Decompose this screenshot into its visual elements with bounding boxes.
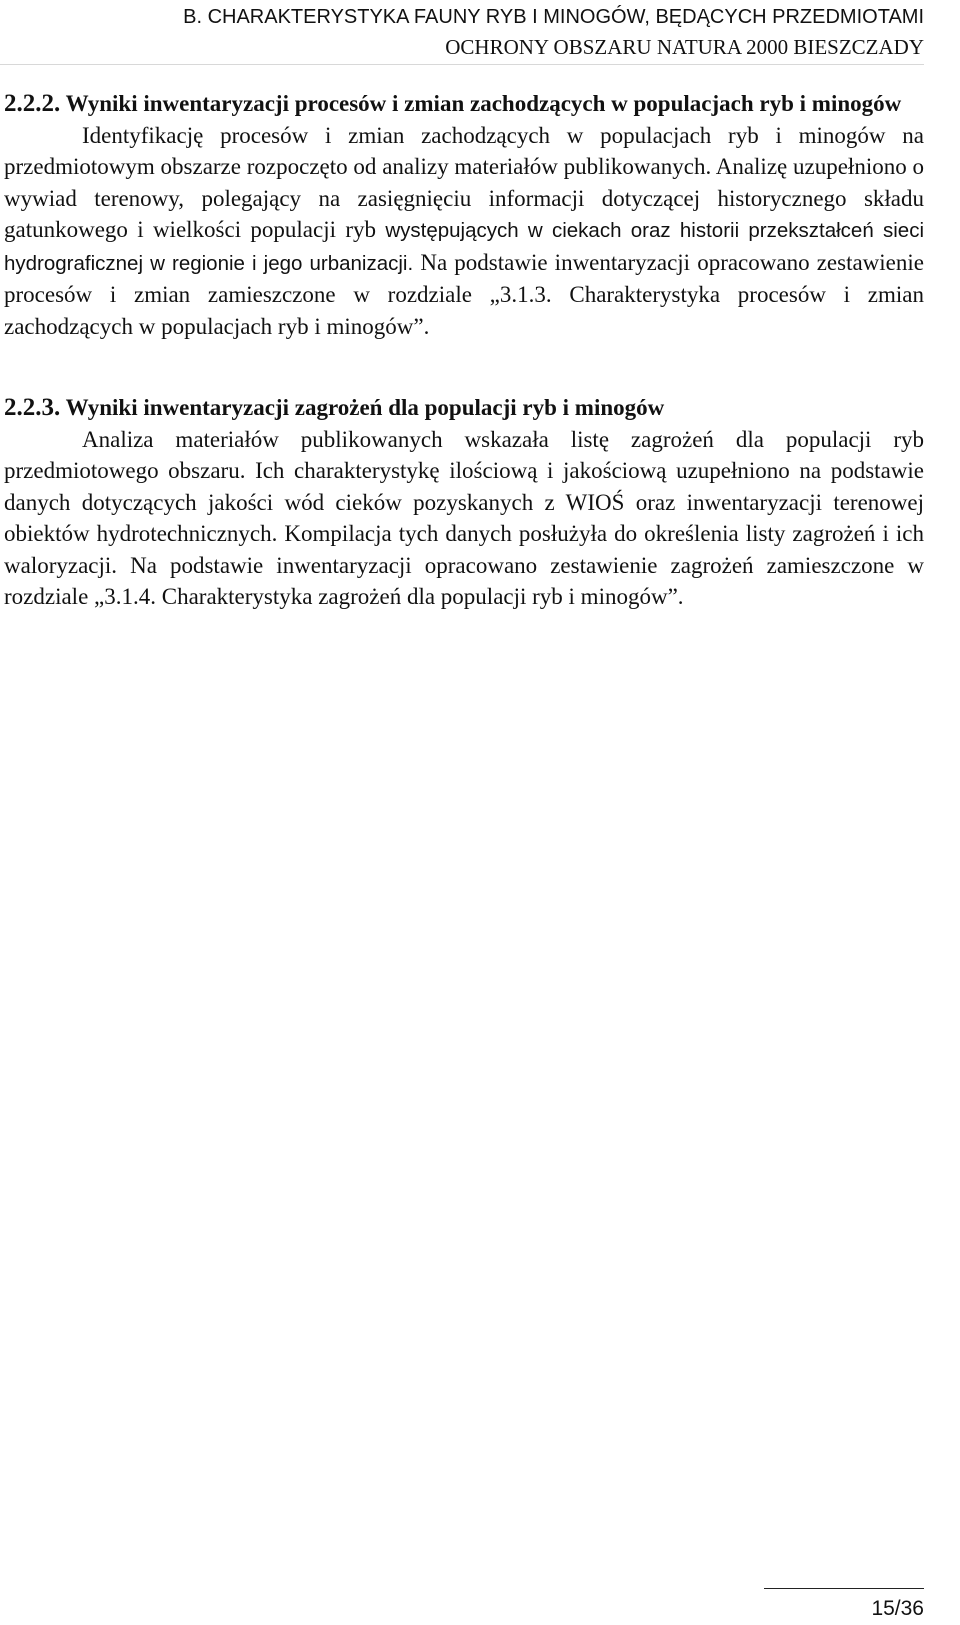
section-title: Wyniki inwentaryzacji procesów i zmian zachodzących w populacjach ryb i minogów bbox=[65, 91, 902, 116]
paragraph-text-a: Identyfikację procesów i zmian zachodzących w populacjach ryb i minogów na przedmiotowym obszarze rozpoczęto od analizy materiałów publikowanych. Analizę uzupełniono o wywiad terenowy, polegający na zasięgnięciu informacji dotyczącej historycznego składu gatunkowego i wielkości populacji ryb bbox=[4, 122, 924, 242]
paragraph-text-b: występujących w ciekach oraz historii przekształceń sieci hydrograficznej w regionie i jego urbanizacji. bbox=[4, 219, 925, 275]
section-spacer bbox=[4, 342, 924, 392]
section-number: 2.2.3. bbox=[4, 394, 61, 421]
page-header bbox=[0, 2, 924, 65]
page-content bbox=[4, 88, 924, 613]
header-line-2: OCHRONY OBSZARU NATURA 2000 BIESZCZADY bbox=[445, 35, 924, 59]
section-number: 2.2.2. bbox=[4, 90, 61, 117]
page-footer bbox=[764, 1588, 924, 1621]
section-title: Wyniki inwentaryzacji zagrożeń dla populacji ryb i minogów bbox=[65, 395, 665, 420]
section-heading-2-2-2 bbox=[4, 88, 924, 120]
paragraph-text-c: Na podstawie inwentaryzacji opracowano zestawienie procesów i zmian zamieszczone w rozdziale „3.1.3. Charakterystyka procesów i zmian zachodzących w populacjach ryb i minogów”. bbox=[4, 249, 924, 339]
section-paragraph-2-2-2 bbox=[4, 120, 924, 343]
page-number: 15/36 bbox=[871, 1597, 924, 1620]
header-line-1: B. CHARAKTERYSTYKA FAUNY RYB I MINOGÓW, BĘDĄCYCH PRZEDMIOTAMI bbox=[183, 6, 924, 28]
section-paragraph-2-2-3: Analiza materiałów publikowanych wskazała listę zagrożeń dla populacji ryb przedmiotowego obszaru. Ich charakterystykę ilościową i jakościową uzupełniono na podstawie danych dotyczących jakości wód cieków pozyskanych z WIOŚ oraz inwentaryzacji terenowej obiektów hydrotechnicznych. Kompilacja tych danych posłużyła do określenia listy zagrożeń i ich waloryzacji. Na podstawie inwentaryzacji opracowano zestawienie zagrożeń zamieszczone w rozdziale „3.1.4. Charakterystyka zagrożeń dla populacji ryb i minogów”. bbox=[4, 426, 924, 609]
section-heading-2-2-3 bbox=[4, 392, 924, 424]
